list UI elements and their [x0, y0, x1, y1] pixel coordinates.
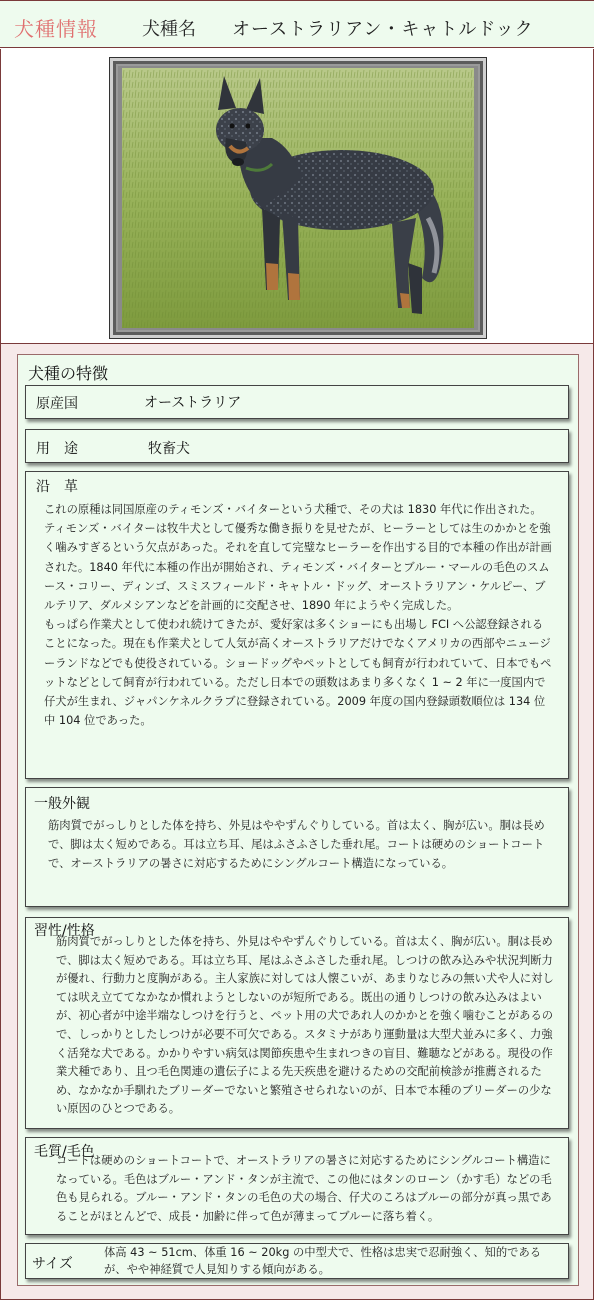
origin-label: 原産国 — [36, 396, 78, 412]
appearance-text: 筋肉質でがっしりとした体を持ち、外見はややずんぐりしている。首は太く、胸が広い。胴は長めで、脚は太く短めである。耳は立ち耳、尾はふさふさした垂れ尾。コートは硬めのショートコートで、オーストラリアの暑さに対応するためにシングルコート構造になっている。 — [48, 819, 545, 871]
features-title: 犬種の特徴 — [28, 364, 109, 383]
photo-area — [0, 49, 594, 343]
history-section — [25, 471, 569, 779]
size-label: サイズ — [32, 1256, 73, 1272]
photo-frame — [109, 57, 487, 339]
temperament-label: 習性/性格 — [34, 923, 95, 939]
history-paragraph: もっぱら作業犬として使われ続けてきたが、愛好家は多くショーにも出場し FCI へ公認登録されることになった。現在も作業犬として人気が高くオーストラリアだけでなくアメリカの西部やニュージーランドなどでも使役されている。ショードッグやペットとしても飼育が行われていて、日本でもペットなどとして飼育が行われている。ただし日本での頭数はあまり多くなく 1 ~ 2 年に一度国内で仔犬が生まれ、ジャパンケネルクラブに登録されている。2009 年度の国内登録頭数順位は 134 位中 104 位であった。 — [44, 618, 552, 728]
usage-label: 用 途 — [36, 441, 78, 457]
coat-text: コートは硬めのショートコートで、オーストラリアの暑さに対応するためにシングルコート構造になっている。毛色はブルー・アンド・タンが主流で、この他にはタンのローン（かす毛）などの毛色も見られる。ブルー・アンド・タンの毛色の犬の場合、仔犬のころはブルーの部分が真っ黒であることがほとんどで、成長・加齢に伴って色が薄まってブルーに落ち着く。 — [56, 1154, 552, 1223]
usage-row — [25, 429, 569, 463]
dog-photo-image — [122, 68, 474, 328]
coat-label: 毛質/毛色 — [34, 1144, 95, 1160]
temperament-section — [25, 917, 569, 1129]
appearance-label: 一般外観 — [34, 796, 90, 812]
size-section — [25, 1243, 569, 1279]
origin-row — [25, 385, 569, 419]
page-header — [0, 0, 594, 48]
appearance-section — [25, 787, 569, 907]
origin-value: オーストラリア — [144, 395, 242, 411]
features-inner — [17, 354, 579, 1286]
temperament-text: 筋肉質でがっしりとした体を持ち、外見はややずんぐりしている。首は太く、胸が広い。胴は長めで、脚は太く短めである。耳は立ち耳、尾はふさふさした垂れ尾。しつけの飲み込みや状況判断力が優れ、行動力と度胸がある。主人家族に対しては人懐こいが、あまりなじみの無い犬や人に対しては吠え立ててなかなか慣れようとしないのが短所である。既出の通りしつけの飲み込みはよいが、初心者が中途半端なしつけを行うと、ペット用の犬であれ人のかかとを強く噛むことがあるので、しっかりとしたしつけが必要不可欠である。スタミナがあり運動量は大型犬並みに多く、力強く活発な犬である。かかりやすい病気は関節疾患や生まれつきの盲目、難聴などがある。現役の作業犬種であり、且つ毛色関連の遺伝子による先天疾患を避けるための交配前検診が推薦されるため、なかなか手馴れたブリーダーでないと繁殖させられないのが、日本で本種のブリーダーの少ない原因のひとつである。 — [56, 935, 554, 1116]
usage-value: 牧畜犬 — [148, 441, 190, 457]
history-paragraph: これの原種は同国原産のティモンズ・バイターという犬種で、その犬は 1830 年代に作出された。ティモンズ・バイターは牧牛犬として優秀な働き振りを見せたが、ヒーラーとしては生のかかとを強く噛みすぎるという欠点があった。それを直して完璧なヒーラーを作出する目的で本種の作出が計画された。1840 年代に本種の作出が開始され、ティモンズ・バイターとブルー・マールの毛色のスムース・コリー、ディンゴ、スミスフィールド・キャトル・ドッグ、オーストラリアン・ケルピー、ブルテリア、ダルメシアンなどを計画的に交配させ、1890 年にようやく完成した。 — [44, 503, 552, 613]
breed-name-label: 犬種名 — [142, 19, 196, 40]
breed-name: オーストラリアン・キャトルドック — [232, 19, 534, 40]
size-text: 体高 43 ~ 51cm、体重 16 ~ 20kg の中型犬で、性格は忠実で忍耐強く、知的であるが、やや神経質で人見知りする傾向がある。 — [104, 1246, 542, 1276]
coat-section — [25, 1137, 569, 1235]
history-label: 沿 革 — [36, 479, 78, 495]
section-label: 犬種情報 — [14, 17, 98, 41]
features-panel — [0, 343, 594, 1300]
history-text — [44, 500, 552, 730]
